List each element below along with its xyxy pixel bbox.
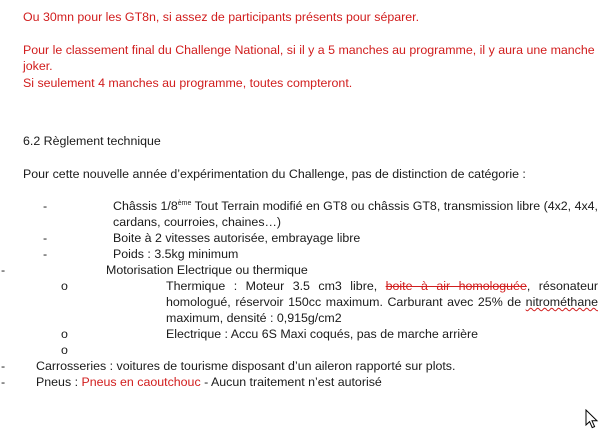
sublist-item-electrique-text: Electrique : Accu 6S Maxi coqués, pas de marche arrière: [166, 327, 478, 341]
dash-bullet: -: [1, 359, 6, 373]
intro-line-3: Si seulement 4 manches au programme, toutes compteront.: [23, 75, 353, 90]
dash-bullet: -: [43, 247, 48, 261]
list-item-pneus: [1, 374, 598, 390]
list-item-chassis-text: Châssis 1/8ème Tout Terrain modifié en GT8 ou châssis GT8, transmission libre (4x2, 4x4, cardans, courroies, chaines…): [113, 199, 598, 229]
intro-line-1: Ou 30mn pour les GT8n, si assez de participants présents pour séparer.: [23, 10, 420, 24]
sublist-item-thermique-text: Thermique : Moteur 3.5 cm3 libre, boite à air homologuée, résonateur homologué, réservoir 150cc maximum. Carburant avec 25% de nitrométhane maximum, densité : 0,915g/cm2: [166, 279, 599, 325]
list-item-carrosseries: [1, 358, 598, 374]
circle-bullet: o: [61, 279, 68, 293]
sublist-item-electrique: [23, 326, 598, 342]
list-item-boite-text: Boite à 2 vitesses autorisée, embrayage libre: [113, 231, 361, 245]
sublist-item-empty: [23, 342, 598, 358]
rules-list: [1, 198, 599, 390]
list-item-motorisation-text: Motorisation Electrique ou thermique: [106, 263, 308, 277]
document-page: [1, 9, 599, 390]
section-intro: Pour cette nouvelle année d’expérimentation du Challenge, pas de distinction de catégorie :: [23, 166, 526, 181]
list-item-carrosseries-text: Carrosseries : voitures de tourisme disposant d’un aileron rapporté sur plots.: [36, 359, 456, 373]
section-heading: 6.2 Règlement technique: [23, 134, 161, 148]
circle-bullet: o: [61, 327, 68, 341]
dash-bullet: -: [1, 375, 6, 389]
dash-bullet: -: [1, 263, 6, 277]
list-item-poids: [23, 246, 598, 262]
list-item-boite: [23, 230, 598, 246]
list-item-motorisation: [1, 262, 598, 278]
list-item-poids-text: Poids : 3.5kg minimum: [113, 247, 239, 261]
list-item-pneus-text: Pneus : Pneus en caoutchouc - Aucun traitement n’est autorisé: [36, 375, 382, 389]
circle-bullet: o: [61, 343, 68, 357]
dash-bullet: -: [43, 231, 48, 245]
intro-line-2: Pour le classement final du Challenge National, si il y a 5 manches au programme, il y aura une manche joker.: [23, 42, 595, 73]
mouse-pointer-icon: [585, 409, 599, 432]
list-item-chassis: [23, 198, 598, 230]
dash-bullet: -: [43, 199, 48, 213]
sublist-item-thermique: [23, 278, 598, 326]
